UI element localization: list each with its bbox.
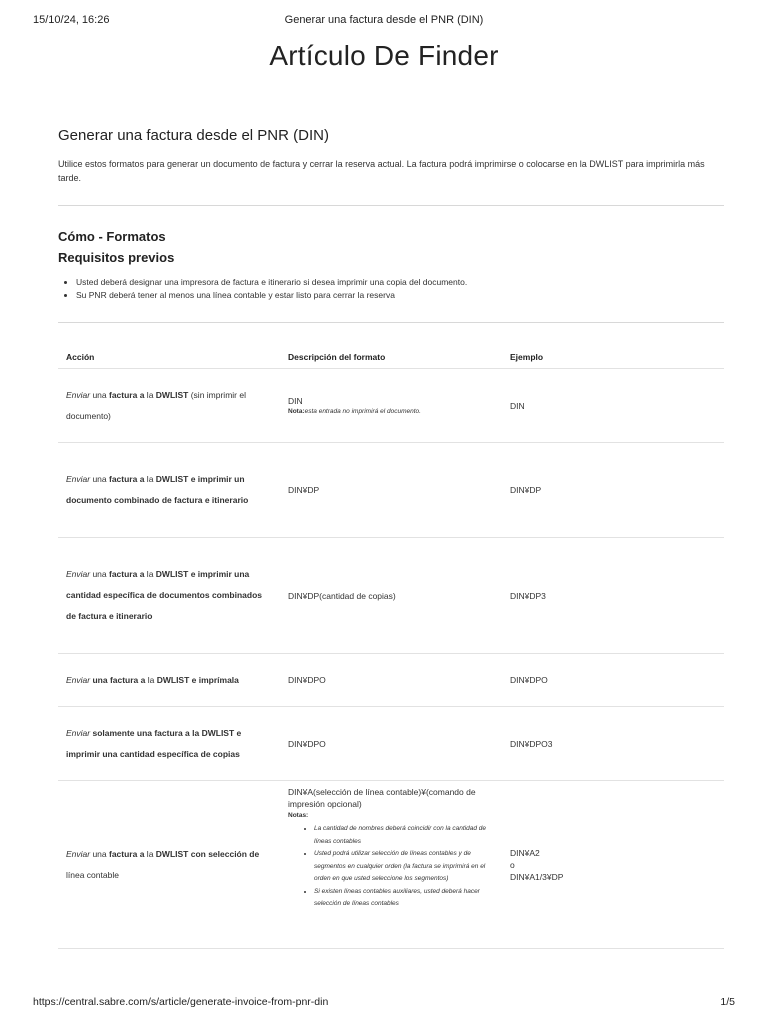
example-cell: DIN¥DPO3 [502,707,724,781]
section-divider [58,322,724,323]
example-cell [502,781,724,949]
example-cell: DIN¥DPO [502,654,724,707]
notes-list [288,823,494,911]
table-row [58,538,724,654]
action-cell: Enviar una factura a la DWLIST (sin imprimir el documento) [58,369,280,443]
table-row [58,781,724,949]
site-title: Artículo De Finder [269,40,499,71]
print-header [33,14,735,30]
page-url: https://central.sabre.com/s/article/generate-invoice-from-pnr-din [33,996,329,1008]
action-cell: Enviar solamente una factura a la DWLIST e imprimir una cantidad específica de copias [58,707,280,781]
page-number: 1/5 [720,996,735,1008]
column-header-format: Descripción del formato [280,345,502,369]
format-text: DIN [288,395,303,406]
action-cell: Enviar una factura a la DWLIST e imprimir una cantidad específica de documentos combinados de factura e itinerario [58,538,280,654]
format-text: DIN¥A(selección de línea contable)¥(comando de impresión opcional) [288,787,476,809]
format-cell: DIN¥DP(cantidad de copias) [280,538,502,654]
formats-table [58,345,724,949]
table-header-row [58,345,724,369]
example-line: o [510,859,515,870]
action-cell: Enviar una factura a la DWLIST e imprimir un documento combinado de factura e itinerario [58,443,280,538]
table-row [58,707,724,781]
table-row [58,443,724,538]
format-cell: DIN¥DPO [280,654,502,707]
example-line: DIN¥A2 [510,847,540,858]
prereq-item: • Usted deberá designar una impresora de factura e itinerario si desea imprimir una copia del documento. [76,276,467,289]
prereq-heading: Requisitos previos [58,250,175,265]
example-line: DIN¥A1/3¥DP [510,871,564,882]
column-header-action: Acción [58,345,280,369]
example-cell: DIN¥DP3 [502,538,724,654]
table-row [58,654,724,707]
note-item: • La cantidad de nombres deberá coincidir con la cantidad de líneas contables [314,823,494,848]
print-date: 15/10/24, 16:26 [33,14,110,26]
example-cell: DIN [502,369,724,443]
format-cell: DIN¥DPO [280,707,502,781]
prereq-item: • Su PNR deberá tener al menos una línea contable y estar listo para cerrar la reserva [76,289,467,302]
article-intro: Utilice estos formatos para generar un documento de factura y cerrar la reserva actual. La factura podrá imprimirse o colocarse en la DWLIST para imprimirla más tarde. [58,159,705,183]
action-cell: Enviar una factura a la DWLIST con selección de línea contable [58,781,280,949]
note-item: • Usted podrá utilizar selección de líneas contables y de segmentos en cualquier orden (la factura se imprimirá en el orden en que usted seleccione los segmentos) [314,848,494,886]
prereq-list [76,276,467,302]
print-page-title: Generar una factura desde el PNR (DIN) [284,14,484,26]
format-cell: DIN¥DP [280,443,502,538]
section-divider [58,205,724,206]
howto-heading: Cómo - Formatos [58,229,166,244]
table-row [58,369,724,443]
action-cell: Enviar una factura a la DWLIST e imprímala [58,654,280,707]
format-note: Nota:esta entrada no imprimirá el documento. [288,407,421,415]
format-cell [280,781,502,949]
format-cell [280,369,502,443]
column-header-example: Ejemplo [502,345,724,369]
article-title: Generar una factura desde el PNR (DIN) [58,127,329,144]
notes-label: Notas: [288,812,309,819]
note-item: • Si existen líneas contables auxiliares, usted deberá hacer selección de líneas contables [314,886,494,911]
example-cell: DIN¥DP [502,443,724,538]
